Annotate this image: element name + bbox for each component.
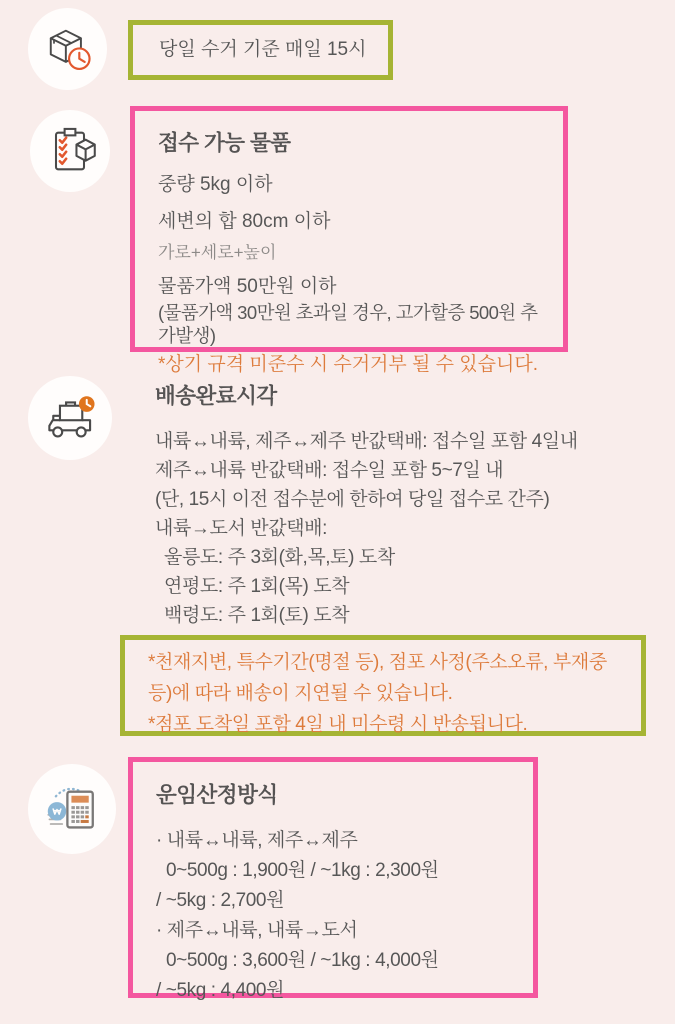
delivery-line: 내륙→도서 반값택배: bbox=[155, 518, 327, 539]
fare-price-jeju-5kg: / ~5kg : 4,400원 bbox=[156, 980, 285, 1001]
delivery-times-section bbox=[155, 379, 655, 630]
package-clock-icon bbox=[40, 21, 96, 77]
delivery-line: (단, 15시 이전 접수분에 한하여 당일 접수로 간주) bbox=[155, 489, 550, 510]
fare-price-jeju: 0~500g : 3,600원 / ~1kg : 4,000원 bbox=[166, 950, 439, 971]
truck-clock-icon bbox=[41, 389, 99, 447]
items-size-note: 가로+세로+높이 bbox=[158, 242, 277, 262]
items-title: 접수 가능 물품 bbox=[158, 131, 291, 155]
notice-delay-text: *천재지변, 특수기간(명절 등), 점포 사정(주소오류, 부재중 등)에 따라 배송이 지연될 수 있습니다. bbox=[148, 652, 607, 704]
fare-title: 운임산정방식 bbox=[156, 783, 278, 807]
items-weight-limit: 중량 5kg 이하 bbox=[158, 174, 273, 195]
delivery-line: 제주↔내륙 반값택배: 접수일 포함 5~7일 내 bbox=[155, 460, 504, 481]
delivery-icon-badge bbox=[28, 376, 112, 460]
delivery-line-baengnyeongdo: 백령도: 주 1회(토) 도착 bbox=[164, 605, 350, 626]
items-size-limit: 세변의 합 80cm 이하 bbox=[158, 210, 331, 232]
fare-route-domestic: · 내륙↔내륙, 제주↔제주 bbox=[156, 830, 358, 851]
delivery-line-ulleungdo: 울릉도: 주 3회(화,목,토) 도착 bbox=[164, 547, 395, 568]
delivery-title: 배송완료시각 bbox=[155, 384, 277, 408]
items-value-note: (물품가액 30만원 초과일 경우, 고가할증 500원 추가발생) bbox=[158, 302, 538, 346]
fare-route-jeju-island: · 제주↔내륙, 내륙→도서 bbox=[156, 920, 358, 941]
fare-price-domestic-5kg: / ~5kg : 2,700원 bbox=[156, 890, 285, 911]
fare-calculation-box bbox=[128, 757, 538, 1001]
notice-return-text: *점포 도착일 포함 4일 내 미수령 시 반송됩니다. bbox=[148, 714, 528, 735]
delay-notice-box bbox=[120, 635, 646, 736]
fare-price-domestic: 0~500g : 1,900원 / ~1kg : 2,300원 bbox=[166, 860, 439, 881]
delivery-line: 내륙↔내륙, 제주↔제주 반값택배: 접수일 포함 4일내 bbox=[155, 431, 578, 452]
acceptable-items-box bbox=[130, 106, 568, 375]
delivery-line-yeonpyeongdo: 연평도: 주 1회(목) 도착 bbox=[164, 576, 350, 597]
fare-icon-badge bbox=[28, 764, 116, 854]
items-icon-badge bbox=[30, 110, 110, 192]
clipboard-checklist-icon bbox=[42, 123, 98, 179]
items-reject-warning: *상기 규격 미준수 시 수거거부 될 수 있습니다. bbox=[158, 353, 538, 375]
pickup-icon-badge bbox=[28, 8, 107, 90]
items-value-limit: 물품가액 50만원 이하 bbox=[158, 275, 337, 297]
pickup-cutoff-box bbox=[128, 20, 393, 80]
calculator-coin-icon bbox=[42, 779, 102, 839]
pickup-cutoff-text: 당일 수거 기준 매일 15시 bbox=[159, 38, 367, 60]
